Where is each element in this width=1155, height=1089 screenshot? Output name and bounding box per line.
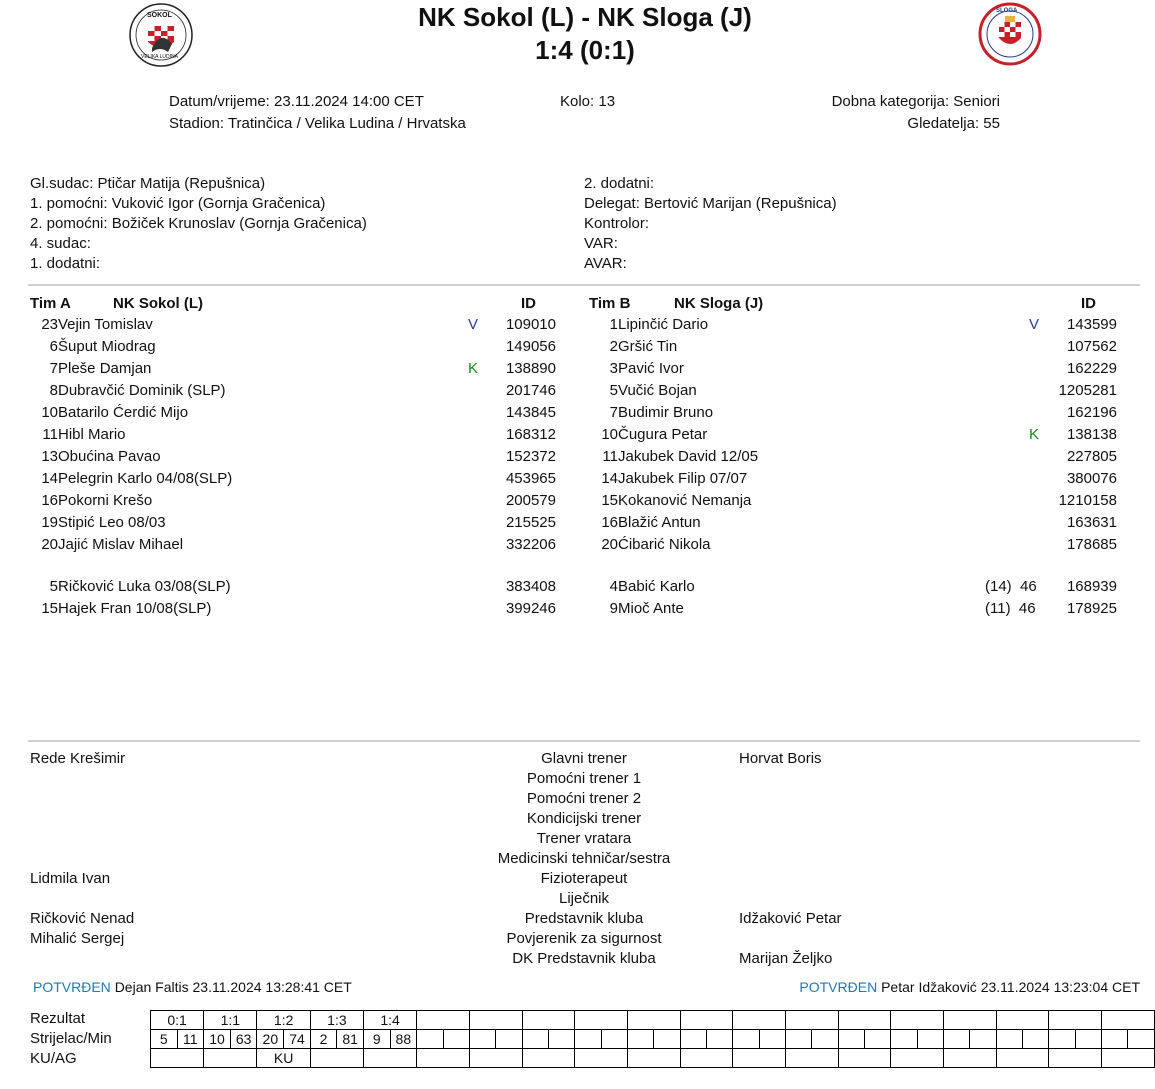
ku-cell	[364, 1049, 417, 1068]
player-id: 453965	[505, 470, 556, 487]
result-cell	[1102, 1011, 1155, 1030]
team-a-id-header: ID	[521, 295, 536, 312]
official-right-line: VAR:	[584, 235, 618, 252]
staff-role: Trener vratara	[536, 830, 632, 847]
player-name: Vejin Tomislav	[58, 316, 153, 333]
player-role-mark: V	[1029, 316, 1040, 333]
match-datetime: Datum/vrijeme: 23.11.2024 14:00 CET	[169, 93, 424, 110]
player-name: Vučić Bojan	[618, 382, 697, 399]
player-id: 178685	[1066, 536, 1117, 553]
away-logo-text: SLOGA	[996, 8, 1018, 14]
scorer-minute-cell	[654, 1030, 680, 1049]
official-left-line: 1. dodatni:	[30, 255, 101, 272]
official-left-line: 4. sudac:	[30, 235, 91, 252]
staff-role: Fizioterapeut	[540, 870, 628, 887]
player-id: 227805	[1066, 448, 1117, 465]
ku-cell	[522, 1049, 575, 1068]
team-a-name: NK Sokol (L)	[113, 295, 203, 312]
player-number: 14	[601, 470, 618, 487]
ku-cell	[151, 1049, 204, 1068]
sub-number: 4	[609, 578, 618, 595]
result-cell	[522, 1011, 575, 1030]
scorer-number-cell: 9	[364, 1030, 391, 1049]
scorer-minute-cell	[759, 1030, 785, 1049]
player-name: Lipinčić Dario	[618, 316, 709, 333]
scorer-minute-cell	[496, 1030, 522, 1049]
player-id: 162196	[1066, 404, 1117, 421]
player-name: Šuput Miodrag	[58, 338, 156, 355]
scorer-minute-cell: 88	[390, 1030, 417, 1049]
confirmation-left	[33, 979, 352, 995]
confirmation-left-status: POTVRĐEN	[33, 979, 111, 995]
player-number: 5	[609, 382, 618, 399]
ku-cell	[944, 1049, 997, 1068]
player-id: 1210158	[1058, 492, 1117, 509]
player-id: 332206	[505, 536, 556, 553]
scorer-number-cell: 10	[204, 1030, 231, 1049]
staff-role: Kondicijski trener	[526, 810, 642, 827]
ku-cell	[627, 1049, 680, 1068]
team-a-label: Tim A	[30, 295, 71, 312]
player-id: 107562	[1066, 338, 1117, 355]
scorer-minute-cell: 74	[284, 1030, 311, 1049]
result-cell	[575, 1011, 628, 1030]
scorer-minute-cell	[812, 1030, 838, 1049]
confirmation-right-status: POTVRĐEN	[799, 979, 878, 995]
player-role-mark: K	[1029, 426, 1040, 443]
scoreboard-ku-row	[151, 1049, 1155, 1068]
scorer-number-cell	[1049, 1030, 1075, 1049]
scorer-minute-cell	[443, 1030, 469, 1049]
player-number: 19	[41, 514, 58, 531]
result-cell: 1:4	[364, 1011, 417, 1030]
ku-cell	[575, 1049, 628, 1068]
player-id: 152372	[505, 448, 556, 465]
confirmation-right-text: Petar Idžaković 23.11.2024 13:23:04 CET	[881, 979, 1140, 995]
staff-role: Glavni trener	[541, 750, 627, 767]
scorer-number-cell: 20	[257, 1030, 284, 1049]
player-id: 143599	[1066, 316, 1117, 333]
scoreboard-table	[150, 1010, 1155, 1068]
scoreboard-scorer-row	[151, 1030, 1155, 1049]
result-cell	[733, 1011, 786, 1030]
sub-entry-minute: (11) 46	[985, 600, 1036, 617]
player-name: Hibl Mario	[58, 426, 126, 443]
player-id: 1205281	[1058, 382, 1117, 399]
staff-role: Predstavnik kluba	[524, 910, 644, 927]
result-cell	[417, 1011, 470, 1030]
player-number: 2	[609, 338, 618, 355]
sub-id: 383408	[505, 578, 556, 595]
scoreboard-label-scorer: Strijelac/Min	[30, 1030, 112, 1047]
player-name: Kokanović Nemanja	[618, 492, 752, 509]
player-number: 20	[601, 536, 618, 553]
player-id: 215525	[505, 514, 556, 531]
sub-name: Babić Karlo	[618, 578, 695, 595]
divider-bottom	[28, 740, 1140, 742]
player-number: 11	[42, 426, 58, 443]
scorer-number-cell: 5	[151, 1030, 178, 1049]
player-name: Blažić Antun	[618, 514, 701, 531]
sub-name: Mioč Ante	[618, 600, 684, 617]
staff-role: Povjerenik za sigurnost	[506, 930, 662, 947]
ku-cell	[733, 1049, 786, 1068]
player-number: 16	[41, 492, 58, 509]
result-cell: 1:2	[257, 1011, 310, 1030]
age-category: Dobna kategorija: Seniori	[831, 93, 1000, 110]
scorer-minute-cell	[1128, 1030, 1155, 1049]
scorer-number-cell	[891, 1030, 917, 1049]
staff-role: DK Predstavnik kluba	[512, 950, 656, 967]
player-number: 16	[601, 514, 618, 531]
result-cell	[838, 1011, 891, 1030]
player-number: 7	[609, 404, 618, 421]
sub-id: 178925	[1066, 600, 1117, 617]
staff-role: Liječnik	[558, 890, 610, 907]
sub-name: Hajek Fran 10/08(SLP)	[58, 600, 212, 617]
player-name: Gršić Tin	[618, 338, 678, 355]
scorer-number-cell	[417, 1030, 443, 1049]
player-name: Pokorni Krešo	[58, 492, 153, 509]
staff-role: Pomoćni trener 1	[526, 770, 642, 787]
confirmation-right	[799, 979, 1140, 995]
sub-id: 168939	[1066, 578, 1117, 595]
staff-home-name: Lidmila Ivan	[30, 870, 111, 887]
player-id: 149056	[505, 338, 556, 355]
staff-away-name: Marijan Željko	[739, 950, 833, 967]
sub-name: Ričković Luka 03/08(SLP)	[58, 578, 231, 595]
scoreboard-label-result: Rezultat	[30, 1010, 86, 1027]
scorer-minute-cell	[1075, 1030, 1101, 1049]
scoreboard-result-row	[151, 1011, 1155, 1030]
official-left-line: 1. pomoćni: Vuković Igor (Gornja Gračenica)	[30, 195, 326, 212]
result-cell	[944, 1011, 997, 1030]
scorer-number-cell	[469, 1030, 495, 1049]
result-cell: 0:1	[151, 1011, 204, 1030]
scorer-minute-cell: 11	[177, 1030, 204, 1049]
scorer-minute-cell	[548, 1030, 574, 1049]
ku-cell	[996, 1049, 1049, 1068]
player-id: 162229	[1066, 360, 1117, 377]
official-right-line: 2. dodatni:	[584, 175, 655, 192]
result-cell	[891, 1011, 944, 1030]
scorer-number-cell	[522, 1030, 548, 1049]
result-cell	[627, 1011, 680, 1030]
staff-role: Pomoćni trener 2	[526, 790, 642, 807]
ku-cell	[838, 1049, 891, 1068]
team-b-name: NK Sloga (J)	[674, 295, 764, 312]
result-cell: 1:1	[204, 1011, 257, 1030]
scorer-number-cell	[575, 1030, 601, 1049]
scorer-minute-cell	[706, 1030, 732, 1049]
player-id: 380076	[1066, 470, 1117, 487]
player-role-mark: V	[468, 316, 479, 333]
result-cell	[996, 1011, 1049, 1030]
player-name: Dubravčić Dominik (SLP)	[58, 382, 226, 399]
player-name: Jakubek Filip 07/07	[618, 470, 748, 487]
player-name: Jakubek David 12/05	[618, 448, 759, 465]
player-number: 1	[609, 316, 618, 333]
player-number: 20	[41, 536, 58, 553]
staff-home-name: Rede Krešimir	[30, 750, 126, 767]
scorer-minute-cell	[865, 1030, 891, 1049]
scorer-minute-cell	[1023, 1030, 1049, 1049]
player-id: 201746	[505, 382, 556, 399]
team-b-label: Tim B	[589, 295, 631, 312]
player-name: Stipić Leo 08/03	[58, 514, 166, 531]
staff-home-name: Mihalić Sergej	[30, 930, 125, 947]
ku-cell	[785, 1049, 838, 1068]
scorer-minute-cell	[970, 1030, 996, 1049]
player-id: 138890	[505, 360, 556, 377]
sub-number: 9	[609, 600, 618, 617]
player-name: Ćibarić Nikola	[618, 536, 711, 553]
sub-entry-minute: (14) 46	[985, 578, 1037, 595]
team-b-id-header: ID	[1081, 295, 1096, 312]
staff-home-name: Ričković Nenad	[30, 910, 135, 927]
scorer-number-cell	[785, 1030, 811, 1049]
player-number: 15	[601, 492, 618, 509]
ku-cell	[891, 1049, 944, 1068]
player-id: 138138	[1066, 426, 1117, 443]
player-number: 6	[49, 338, 58, 355]
official-left-line: Gl.sudac: Ptičar Matija (Repušnica)	[30, 175, 266, 192]
scorer-number-cell	[996, 1030, 1022, 1049]
spectators: Gledatelja: 55	[907, 115, 1000, 132]
scorer-minute-cell	[917, 1030, 943, 1049]
player-number: 14	[41, 470, 58, 487]
scorer-number-cell	[627, 1030, 653, 1049]
player-id: 163631	[1066, 514, 1117, 531]
player-number: 23	[41, 316, 58, 333]
confirmation-left-text: Dejan Faltis 23.11.2024 13:28:41 CET	[114, 979, 352, 995]
home-logo-subtext: VELIKA LUDINA	[141, 54, 178, 60]
player-name: Budimir Bruno	[618, 404, 714, 421]
official-right-line: Kontrolor:	[584, 215, 650, 232]
match-stadium: Stadion: Tratinčica / Velika Ludina / Hrvatska	[169, 115, 466, 132]
scorer-number-cell	[838, 1030, 864, 1049]
player-id: 168312	[505, 426, 556, 443]
player-number: 11	[602, 448, 618, 465]
player-id: 200579	[505, 492, 556, 509]
staff-away-name: Idžaković Petar	[739, 910, 842, 927]
player-id: 109010	[505, 316, 556, 333]
player-name: Čugura Petar	[618, 426, 708, 443]
scorer-number-cell: 2	[310, 1030, 337, 1049]
player-number: 10	[41, 404, 58, 421]
result-cell	[1049, 1011, 1102, 1030]
player-id: 143845	[505, 404, 556, 421]
player-number: 8	[49, 382, 58, 399]
staff-role: Medicinski tehničar/sestra	[497, 850, 671, 867]
player-name: Obućina Pavao	[58, 448, 161, 465]
scorer-number-cell	[944, 1030, 970, 1049]
staff-away-name: Horvat Boris	[739, 750, 822, 767]
player-name: Batarilo Ćerdić Mijo	[58, 404, 189, 421]
ku-cell	[469, 1049, 522, 1068]
ku-cell	[1102, 1049, 1155, 1068]
match-score: 1:4 (0:1)	[535, 35, 635, 65]
ku-cell	[310, 1049, 363, 1068]
sub-number: 15	[41, 600, 58, 617]
result-cell	[469, 1011, 522, 1030]
scorer-minute-cell: 63	[230, 1030, 257, 1049]
match-round: Kolo: 13	[560, 93, 616, 110]
result-cell	[785, 1011, 838, 1030]
scorer-number-cell	[733, 1030, 759, 1049]
result-cell	[680, 1011, 733, 1030]
sub-number: 5	[49, 578, 58, 595]
player-name: Pleše Damjan	[58, 360, 152, 377]
player-number: 10	[601, 426, 618, 443]
result-cell: 1:3	[310, 1011, 363, 1030]
ku-cell	[417, 1049, 470, 1068]
official-right-line: AVAR:	[584, 255, 627, 272]
scorer-minute-cell	[601, 1030, 627, 1049]
player-name: Pelegrin Karlo 04/08(SLP)	[58, 470, 233, 487]
player-number: 7	[49, 360, 58, 377]
official-left-line: 2. pomoćni: Božiček Krunoslav (Gornja Gračenica)	[30, 215, 367, 232]
official-right-line: Delegat: Bertović Marijan (Repušnica)	[584, 195, 837, 212]
sub-id: 399246	[505, 600, 556, 617]
scoreboard-label-ku: KU/AG	[30, 1050, 77, 1067]
player-number: 3	[609, 360, 618, 377]
divider-top	[28, 284, 1140, 286]
ku-cell: KU	[257, 1049, 310, 1068]
player-name: Pavić Ivor	[618, 360, 684, 377]
player-number: 13	[41, 448, 58, 465]
player-role-mark: K	[468, 360, 479, 377]
ku-cell	[204, 1049, 257, 1068]
scorer-number-cell	[680, 1030, 706, 1049]
ku-cell	[680, 1049, 733, 1068]
match-title: NK Sokol (L) - NK Sloga (J)	[418, 2, 752, 32]
scorer-minute-cell: 81	[337, 1030, 364, 1049]
ku-cell	[1049, 1049, 1102, 1068]
home-logo-text: SOKOL	[147, 12, 172, 19]
player-name: Jajić Mislav Mihael	[58, 536, 184, 553]
scorer-number-cell	[1102, 1030, 1128, 1049]
